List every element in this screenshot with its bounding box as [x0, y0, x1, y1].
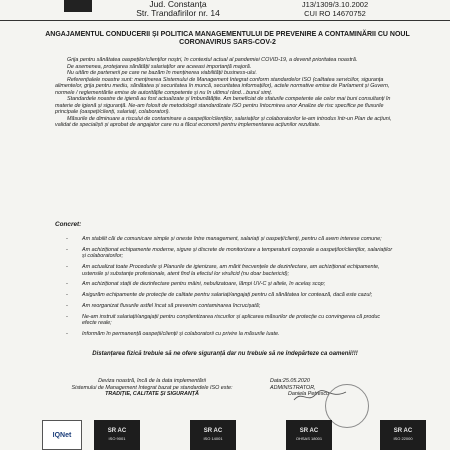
- paragraph: Măsurile de diminuare a riscului de contaminare a oaspeților/clienților, salariaților și colaboratorilor le-am introdus într-un Plan de acțiuni, validat de specialiști și aprobat de angajator care nu a făcut economii pentru implementarea acțiunilor rezultate.: [55, 115, 392, 129]
- list-item: - Informăm în permanență oaspeții/clienții și colaboratorii cu privire la măsurile luate.: [66, 331, 396, 338]
- company-address: [118, 0, 238, 18]
- cert-brand: SR AC: [203, 428, 223, 434]
- measures-list: [66, 236, 396, 342]
- cert-code: ISO 22000: [393, 436, 413, 441]
- address-street: Str. Trandafirilor nr. 14: [136, 8, 220, 18]
- signatory-role: ADMINISTRATOR,: [270, 384, 316, 391]
- srac-cert-logo: [190, 420, 236, 450]
- paragraph: Standardele noastre de igienă au fost actualizate și îmbunătățite. Am beneficiat de sfaturile competente ale celor mai buni consultanți în materie de igienă și siguranță. Ne-am folosit de metodologii standardizate ISO pentru întocmirea unor Analize de risc specifice pe fluxurile principale (oaspeți/clienți, salariați, colaboratori).: [55, 96, 391, 116]
- srac-cert-logo: [94, 420, 140, 450]
- motto-text: TRADIȚIE, CALITATE ȘI SIGURANȚĂ: [105, 391, 199, 398]
- srac-cert-logo: [380, 420, 426, 450]
- address-county: Jud. Constanța: [149, 0, 207, 9]
- iqnet-cert-logo: IQNet: [42, 420, 82, 450]
- motto-intro-2: Sistemului de Management Integrat bazat pe standardele ISO este:: [71, 384, 233, 391]
- cert-code: ISO 14001: [203, 436, 223, 441]
- cert-code: OHSAS 18001: [295, 436, 323, 441]
- paragraph: Grija pentru sănătatea oaspeților/clienților noștri, în contextul actual al pandemiei COVID-19, a devenit prioritatea noastră.: [67, 57, 358, 63]
- paragraph: Nu uităm de partenerii pe care ne bazăm în menținerea viabilității business-ului.: [67, 70, 257, 77]
- company-logo: [64, 0, 92, 12]
- registration-number: J13/1309/3.10.2002: [301, 0, 369, 9]
- list-item: - Am achiziționat stații de dezinfectare pentru mâini, nebulizatoare, lămpi UV-C și altele, în acelaș scop;: [66, 281, 396, 288]
- fiscal-code: CUI RO 14670752: [304, 9, 366, 18]
- list-item: - Asigurăm echipamente de protecție de calitate pentru salariați/angajați pentru că sănătatea lor contează, dacă este cazul;: [66, 292, 396, 299]
- paragraph: Referențialele noastre sunt: menținerea Sistemului de Management Integrat conform standardelor ISO (calitatea serviciilor, siguranța alimentelor, grija pentru mediu, sănătatea și securitatea în muncă, securitatea informațiilor), actele normative emise de Parlament și Guvern, normele / reglementările emise de autoritățile competente și nu în ultimul rând…bunul simț.: [55, 76, 390, 96]
- document-body: [55, 57, 395, 129]
- cert-brand: SR AC: [107, 428, 127, 434]
- concret-heading: Concret:: [55, 221, 82, 228]
- document-title: ANGAJAMENTUL CONDUCERII ȘI POLITICA MANAGEMENTULUI DE PREVENIRE A CONTAMINĂRII CU NOUL CORONAVIRUS SARS-COV-2: [45, 31, 410, 46]
- list-item: - Ne-am instruit salariații/angajații pentru conștientizarea riscurilor și aplicarea măsurilor de protecție cu convingerea că produc efecte reale;: [66, 314, 396, 327]
- company-motto: [52, 378, 252, 398]
- company-registration: [290, 0, 380, 18]
- signatory-name: Daniela Petrescu: [288, 391, 330, 398]
- paragraph: De asemenea, protejarea sănătății salariaților are aceeasi importanță majoră.: [67, 63, 252, 70]
- cert-brand: SR AC: [393, 428, 413, 434]
- list-item: - Am actualizat toate Procedurile și Planurile de igienizare, am mărit frecvențele de dezinfectare, am achiziționat echipamente, ustensile și substanțe profesionale, atent find la efectul lor virulicid (nu doar bactericid);: [66, 264, 396, 277]
- list-item: - Am achiziționat echipamente moderne, sigure și discrete de monitorizare a temperaturii corporale a oaspeților/clienților, salariaților și colaboratorilor;: [66, 247, 396, 260]
- list-item: - Am stabilit căi de comunicare simple și oneste între management, salariați și oaspeți/clienți, pentru că avem interese comune;: [66, 236, 396, 243]
- srac-cert-logo: [286, 420, 332, 450]
- cert-brand: SR AC: [299, 428, 319, 434]
- motto-intro: Deviza noastră, încă de la data implementării: [98, 378, 206, 384]
- letterhead: [0, 0, 450, 22]
- list-item: - Am reorganizat fluxurile astfel încat să prevenim contaminarea încrucișată;: [66, 303, 396, 310]
- header-divider: [0, 20, 450, 21]
- closing-statement: Distanțarea fizică trebuie să ne ofere siguranță dar nu trebuie să ne îndepărteze ca oamenii!!!: [92, 351, 358, 357]
- signature-date: Data:25.05.2020: [270, 378, 310, 384]
- cert-code: ISO 9001: [108, 436, 126, 441]
